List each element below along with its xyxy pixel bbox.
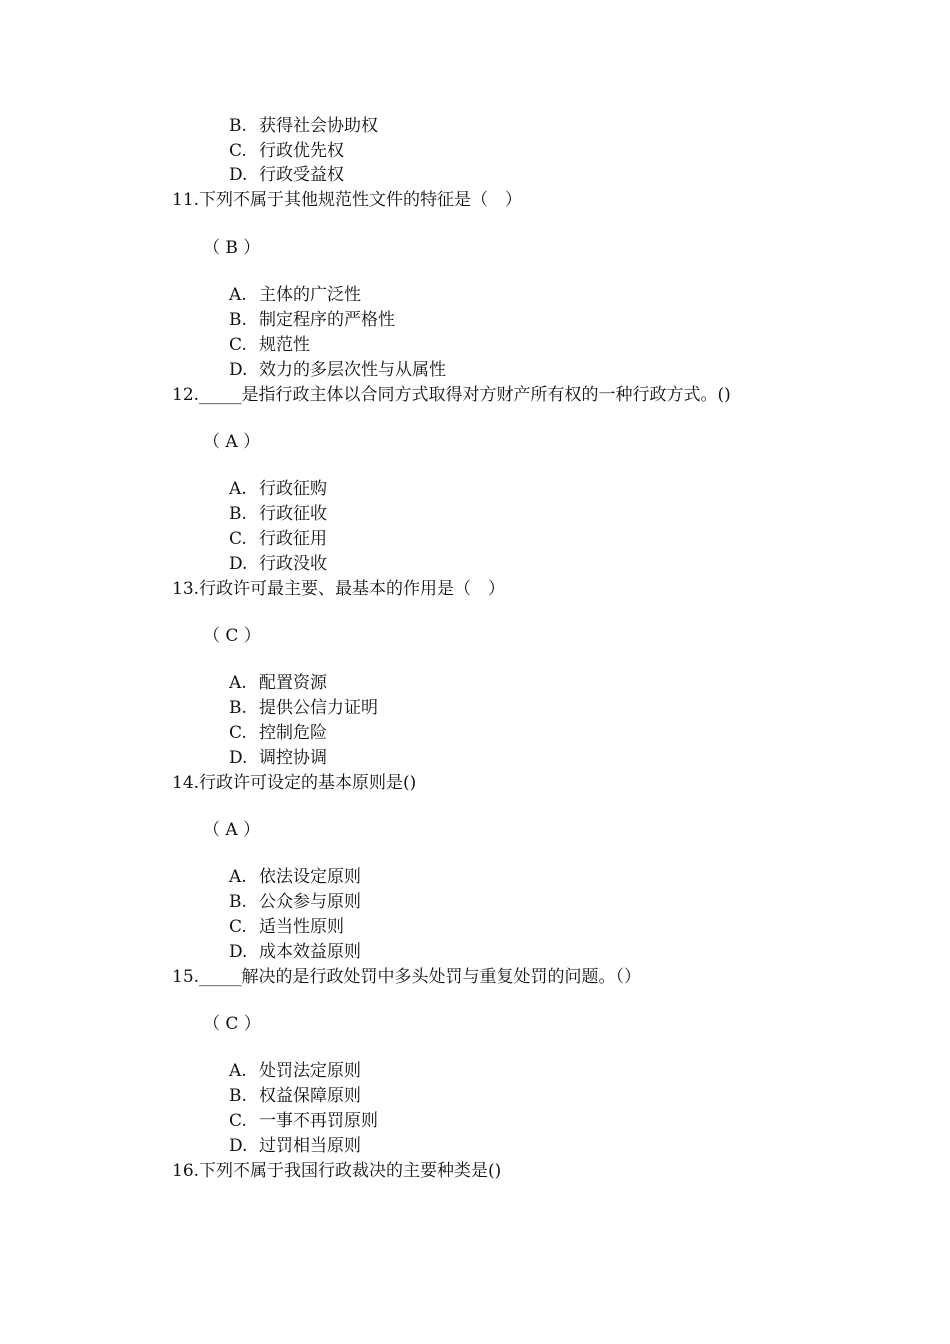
option-line [229,866,361,888]
option-letter: A. [229,867,247,887]
option-letter: C. [229,529,247,549]
option-line [229,284,361,306]
option-text: 配置资源 [259,673,327,693]
option-letter: A. [229,479,247,499]
option-line [229,115,378,137]
answer-line: （ C ） [203,626,261,646]
question-line [172,966,641,988]
option-line [229,478,327,500]
option-text: 适当性原则 [259,917,344,937]
option-text: 主体的广泛性 [259,285,361,305]
option-text: 权益保障原则 [259,1086,361,1106]
option-line [229,553,327,575]
option-letter: C. [229,1111,247,1131]
option-text: 过罚相当原则 [259,1136,361,1156]
option-text: 行政征购 [259,479,327,499]
option-text: 行政没收 [259,554,327,574]
option-line [229,359,446,381]
question-line [172,772,416,794]
option-text: 成本效益原则 [259,942,361,962]
option-line [229,1110,378,1132]
option-text: 一事不再罚原则 [259,1111,378,1131]
option-letter: B. [229,1086,247,1106]
option-text: 行政征收 [259,504,327,524]
option-letter: A. [229,285,247,305]
option-letter: D. [229,748,248,768]
option-letter: B. [229,892,247,912]
option-letter: B. [229,504,247,524]
option-text: 行政征用 [259,529,327,549]
answer-line: （ B ） [203,238,261,258]
option-line [229,941,361,963]
option-letter: C. [229,335,247,355]
option-line [229,672,327,694]
option-text: 规范性 [259,335,310,355]
option-letter: D. [229,360,248,380]
option-text: 行政受益权 [259,165,344,185]
answer-line: （ A ） [203,432,261,452]
option-letter: D. [229,554,248,574]
option-line [229,164,344,186]
option-line [229,1060,361,1082]
option-line [229,1085,361,1107]
option-line [229,309,395,331]
option-letter: D. [229,165,248,185]
option-text: 效力的多层次性与从属性 [259,360,446,380]
question-text: 行政许可最主要、最基本的作用是（ ） [199,579,506,599]
option-letter: D. [229,1136,248,1156]
option-line [229,697,378,719]
question-text: 下列不属于我国行政裁决的主要种类是() [199,1161,502,1181]
option-text: 控制危险 [259,723,327,743]
option-text: 依法设定原则 [259,867,361,887]
option-line [229,528,327,550]
option-letter: C. [229,723,247,743]
option-line [229,722,327,744]
option-text: 行政优先权 [259,141,344,161]
question-line [172,384,731,406]
question-number: 12. [172,385,200,405]
option-line [229,891,361,913]
option-text: 公众参与原则 [259,892,361,912]
question-line [172,1160,501,1182]
question-text: _____解决的是行政处罚中多头处罚与重复处罚的问题。（） [199,967,642,987]
option-letter: C. [229,917,247,937]
option-text: 获得社会协助权 [259,116,378,136]
option-letter: D. [229,942,248,962]
question-number: 15. [172,967,200,987]
question-number: 16. [172,1161,200,1181]
option-letter: C. [229,141,247,161]
option-line [229,1135,361,1157]
option-letter: B. [229,116,247,136]
question-text: 行政许可设定的基本原则是() [199,773,417,793]
question-line [172,189,522,211]
question-number: 14. [172,773,200,793]
option-text: 提供公信力证明 [259,698,378,718]
option-letter: A. [229,673,247,693]
answer-line: （ A ） [203,820,261,840]
option-line [229,140,344,162]
question-text: _____是指行政主体以合同方式取得对方财产所有权的一种行政方式。() [199,385,731,405]
question-line [172,578,505,600]
option-text: 处罚法定原则 [259,1061,361,1081]
option-line [229,916,344,938]
question-number: 13. [172,579,200,599]
option-letter: B. [229,698,247,718]
question-text: 下列不属于其他规范性文件的特征是（ ） [199,190,523,210]
option-line [229,747,327,769]
option-text: 制定程序的严格性 [259,310,395,330]
option-text: 调控协调 [259,748,327,768]
answer-line: （ C ） [203,1014,261,1034]
option-letter: A. [229,1061,247,1081]
option-letter: B. [229,310,247,330]
option-line [229,334,310,356]
question-number: 11. [172,190,200,210]
option-line [229,503,327,525]
